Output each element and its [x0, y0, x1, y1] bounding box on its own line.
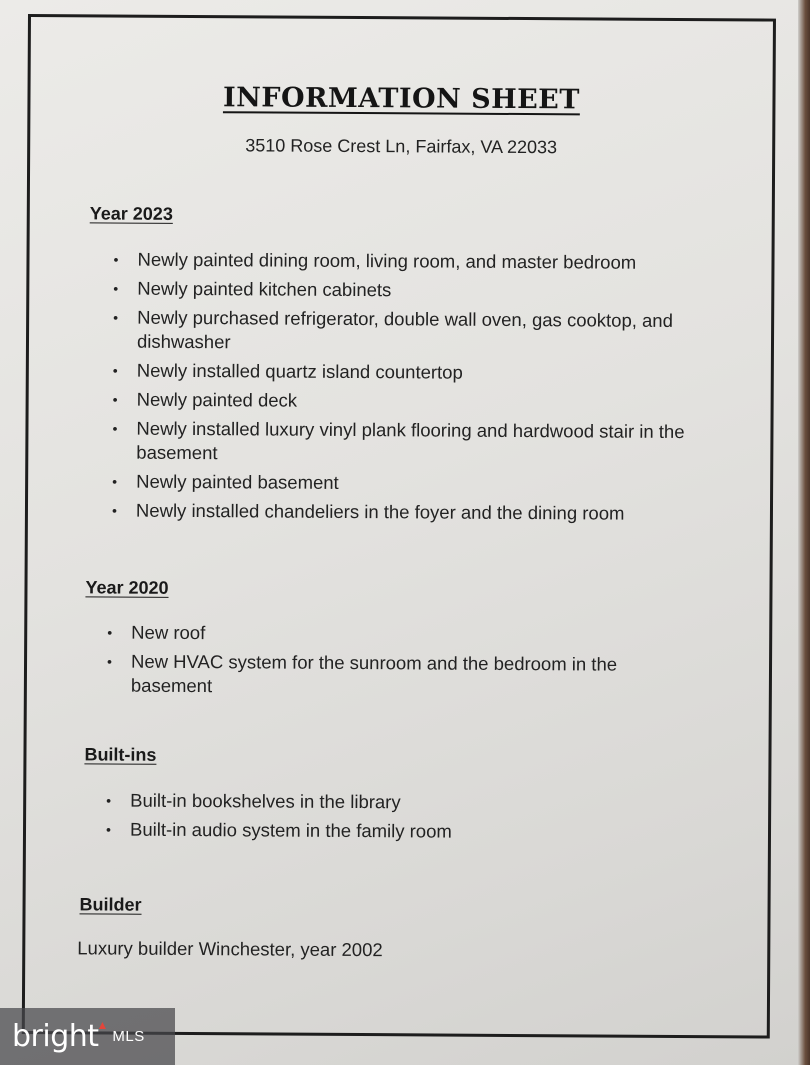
list-item: • Newly purchased refrigerator, double wall oven, gas cooktop, and dishwasher [113, 306, 674, 353]
watermark-brand: bright [12, 1019, 99, 1054]
information-sheet [22, 14, 776, 1039]
bullet-icon: • [106, 792, 112, 809]
section-heading-year-2023: Year 2023 [89, 203, 173, 224]
section-heading-year-2020: Year 2020 [85, 577, 169, 598]
bullet-icon: • [112, 473, 118, 490]
flame-icon: ▲ [96, 1017, 109, 1032]
list-item: • Built-in audio system in the family room [105, 818, 452, 842]
list-item: • Newly painted deck [112, 388, 298, 411]
list-year-2020 [107, 620, 667, 705]
builder-text: Luxury builder Winchester, year 2002 [77, 937, 383, 961]
bullet-icon: • [112, 362, 118, 379]
list-item: • Newly painted basement [112, 470, 339, 493]
bullet-icon: • [111, 502, 117, 519]
bullet-icon: • [107, 624, 113, 641]
watermark-suffix: MLS [112, 1028, 145, 1045]
section-heading-builder: Builder [79, 894, 142, 915]
list-item: • Built-in bookshelves in the library [106, 789, 401, 813]
bullet-icon: • [113, 251, 119, 268]
list-item: • Newly painted kitchen cabinets [113, 277, 392, 301]
page-title: INFORMATION SHEET [222, 82, 581, 116]
bullet-icon: • [106, 653, 113, 670]
property-address: 3510 Rose Crest Ln, Fairfax, VA 22033 [245, 135, 558, 158]
bullet-icon: • [112, 420, 118, 437]
list-item: • Newly installed quartz island countertop [112, 359, 463, 383]
list-year-2023 [112, 248, 724, 532]
list-item: • New HVAC system for the sunroom and the bedroom in the basement [106, 650, 618, 697]
list-item: • Newly painted dining room, living room, and master bedroom [113, 248, 637, 273]
bullet-icon: • [113, 309, 119, 326]
list-built-ins [106, 788, 666, 849]
brightmls-watermark [0, 1008, 175, 1065]
list-item: • Newly installed luxury vinyl plank flooring and hardwood stair in the basement [112, 417, 685, 464]
list-item: • Newly installed chandeliers in the foyer and the dining room [111, 499, 625, 524]
background-edge [798, 0, 810, 1065]
list-item: • New roof [107, 621, 206, 644]
bullet-icon: • [105, 821, 111, 838]
section-heading-built-ins: Built-ins [84, 744, 157, 765]
bullet-icon: • [112, 391, 118, 408]
bullet-icon: • [113, 280, 119, 297]
